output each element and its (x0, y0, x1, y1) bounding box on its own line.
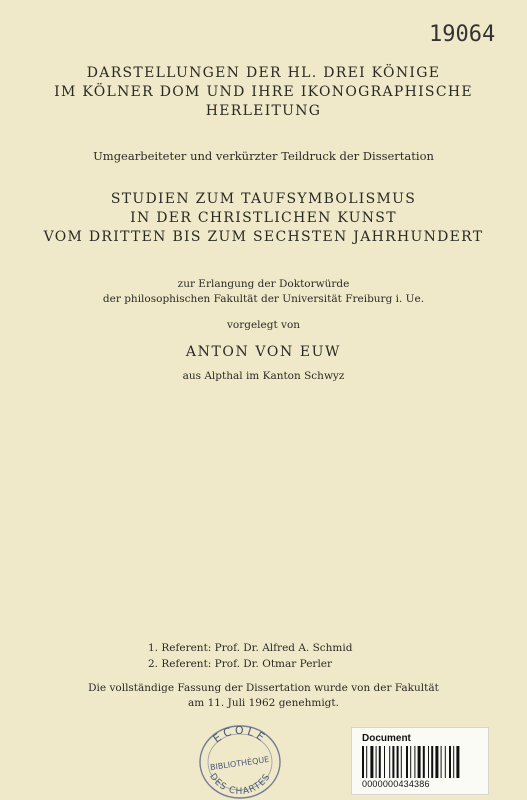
barcode-bar (406, 746, 408, 778)
barcode-bar (431, 746, 433, 778)
barcode-bar (362, 746, 364, 778)
barcode-bar (435, 746, 438, 778)
degree-statement (0, 277, 527, 307)
barcode-bar (428, 746, 429, 778)
barcode-bar (392, 746, 394, 778)
dissertation-title-line: VOM DRITTEN BIS ZUM SECHSTEN JAHRHUNDERT (43, 229, 484, 245)
barcode-bar (418, 746, 421, 778)
approval-statement (0, 681, 527, 711)
barcode-bar (397, 746, 399, 778)
barcode-bar (384, 746, 385, 778)
barcode-bar (414, 746, 415, 778)
author-name: ANTON VON EUW (185, 344, 342, 360)
stamp-bottom-text: DES CHARTES (207, 771, 273, 798)
barcode-bar (453, 746, 454, 778)
barcode-bar (389, 746, 390, 778)
referees-list (148, 640, 408, 672)
handwritten-shelfmark: 19064 (429, 22, 496, 47)
main-title-line: DARSTELLUNGEN DER HL. DREI KÖNIGE (86, 65, 441, 81)
degree-line: zur Erlangung der Doktorwürde (177, 278, 350, 290)
barcode-bar (441, 746, 442, 778)
label-heading: Document (362, 733, 411, 744)
library-stamp (196, 720, 284, 800)
barcode-number: 0000000434386 (362, 779, 430, 789)
barcode-bar (449, 746, 451, 778)
referee-line: 1. Referent: Prof. Dr. Alfred A. Schmid (148, 642, 353, 654)
presented-by: vorgelegt von (226, 319, 301, 331)
author-origin: aus Alpthal im Kanton Schwyz (182, 370, 345, 382)
referee-line: 2. Referent: Prof. Dr. Otmar Perler (148, 658, 333, 670)
barcode-label (351, 727, 489, 795)
approval-line: am 11. Juli 1962 genehmigt. (188, 697, 339, 709)
approval-line: Die vollständige Fassung der Dissertation wurde von der Fakultät (88, 682, 439, 694)
barcode-bar (410, 746, 411, 778)
barcode-bar (376, 746, 377, 778)
degree-line: der philosophischen Fakultät der Universität Freiburg i. Ue. (102, 293, 425, 305)
main-title-line: IM KÖLNER DOM UND IHRE IKONOGRAPHISCHE (54, 84, 473, 100)
dissertation-title (0, 190, 527, 247)
dissertation-title-line: STUDIEN ZUM TAUFSYMBOLISMUS (110, 191, 417, 207)
barcode-bar (370, 746, 373, 778)
subtitle: Umgearbeiteter und verkürzter Teildruck der Dissertation (93, 149, 434, 163)
barcode-bar (366, 746, 367, 778)
stamp-middle-text: BIBLIOTHÈQUE (209, 754, 270, 773)
barcode-bar (379, 746, 381, 778)
barcode-bar (401, 746, 402, 778)
dissertation-title-line: IN DER CHRISTLICHEN KUNST (130, 210, 397, 226)
barcode-bar (456, 746, 459, 778)
barcode-icon (362, 746, 478, 778)
barcode-bar (423, 746, 425, 778)
barcode-bar (445, 746, 446, 778)
stamp-top-text: ECOLE (210, 723, 270, 746)
main-title (0, 64, 527, 121)
main-title-line: HERLEITUNG (205, 103, 322, 119)
